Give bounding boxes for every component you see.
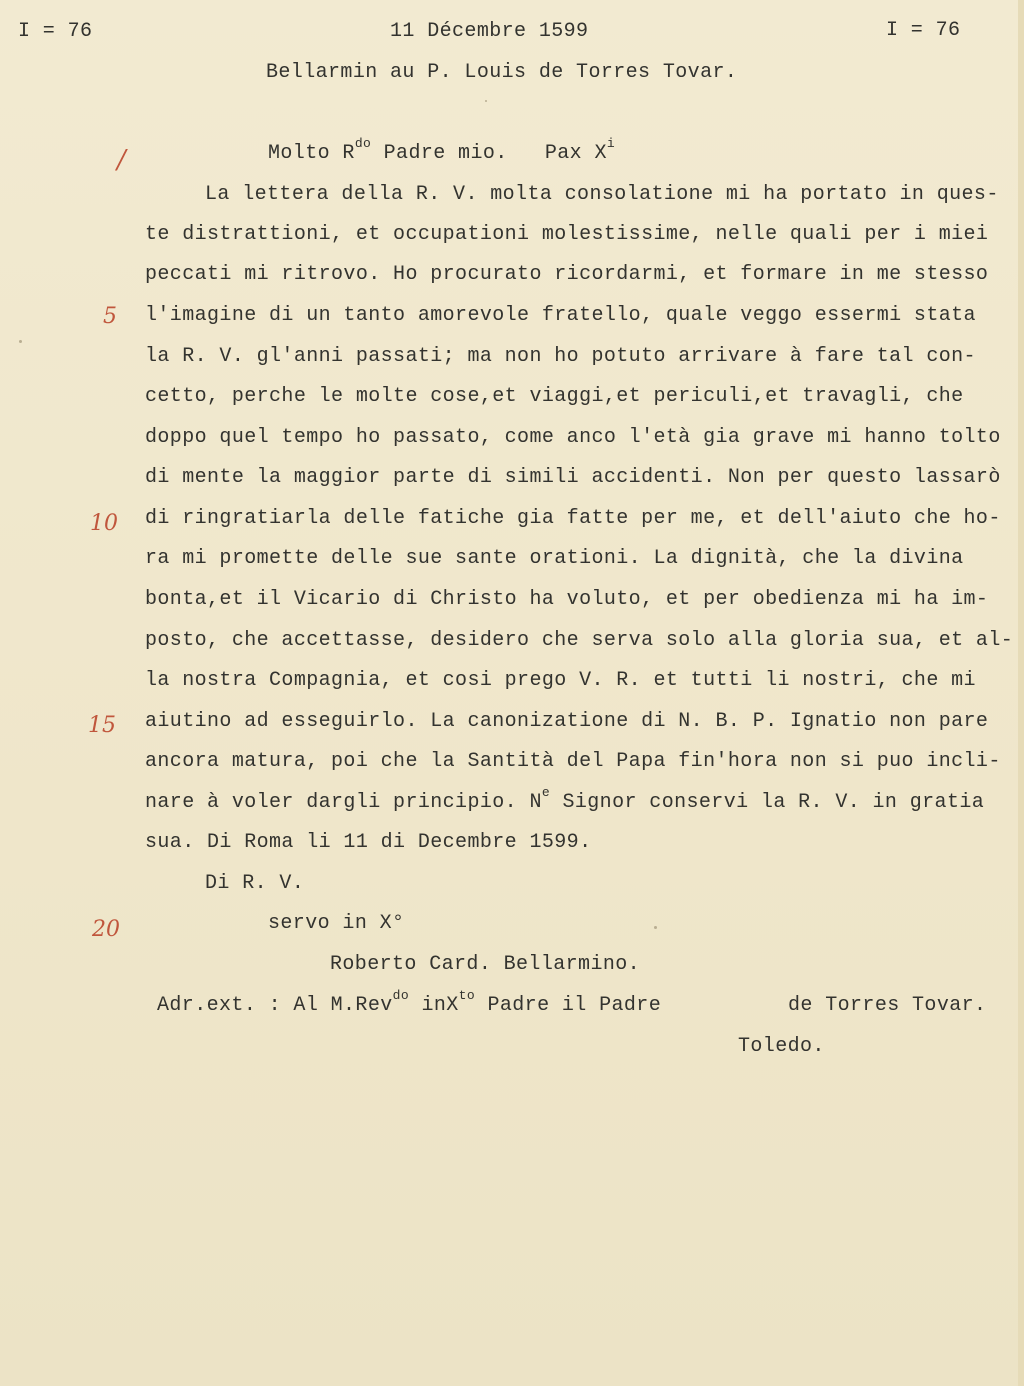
external-address: Adr.ext. : Al M.Rev$^{do}$ inX$^{to}$ Padre il Padre [157,988,662,1017]
paper-speck [654,926,657,929]
body-line: di ringratiarla delle fatiche gia fatte per me, et dell'aiuto che ho- [145,507,1001,530]
body-line: sua. Di Roma li 11 di Decembre 1599. [145,831,592,854]
paper-speck [19,340,22,343]
body-line: l'imagine di un tanto amorevole fratello, quale veggo essermi stata [145,304,976,327]
salutation: Molto $R^{do}$ Padre mio. Pax $X^i$ [268,136,616,165]
addressee-city: Toledo. [738,1035,825,1058]
signature-line: Roberto Card. Bellarmino. [330,953,641,976]
margin-mark-slash: / [117,145,126,175]
paper-edge [1018,0,1024,1386]
margin-number-5: 5 [103,304,117,329]
body-line: ra mi promette delle sue sante orationi. La dignità, che la divina [145,547,964,570]
body-line: peccati mi ritrovo. Ho procurato ricordarmi, et formare in me stesso [145,263,989,286]
body-line: La lettera della R. V. molta consolatione mi ha portato in ques- [205,183,999,206]
margin-number-20: 20 [92,917,120,942]
body-line-with-superscript: nare à voler dargli principio. $N^e$ Signor conservi la R. V. in gratia [145,785,985,814]
paper-speck [485,100,487,102]
body-line: posto, che accettasse, desidero che serva solo alla gloria sua, et al- [145,629,1014,652]
body-line: bonta,et il Vicario di Christo ha voluto, et per obedienza mi ha im- [145,588,989,611]
left-reference: I = 76 [18,20,93,43]
letter-date: 11 Décembre 1599 [390,20,589,43]
body-line: ancora matura, poi che la Santità del Papa fin'hora non si puo incli- [145,750,1001,773]
margin-number-15: 15 [88,713,116,738]
right-reference: I = 76 [886,19,961,42]
body-line: aiutino ad esseguirlo. La canonizatione di N. B. P. Ignatio non pare [145,710,989,733]
body-line: te distrattioni, et occupationi molestissime, nelle quali per i miei [145,223,989,246]
body-line: cetto, perche le molte cose,et viaggi,et periculi,et travagli, che [145,385,964,408]
body-line: di mente la maggior parte di simili accidenti. Non per questo lassarò [145,466,1001,489]
addressee-name: de Torres Tovar. [788,994,987,1017]
closing-address: Di R. V. [205,872,305,895]
margin-number-10: 10 [90,511,118,536]
body-line: la R. V. gl'anni passati; ma non ho potuto arrivare à fare tal con- [145,345,976,368]
closing-servo: servo in X° [268,912,405,935]
letter-subtitle: Bellarmin au P. Louis de Torres Tovar. [266,61,738,84]
body-line: doppo quel tempo ho passato, come anco l'età gia grave mi hanno tolto [145,426,1001,449]
body-line: la nostra Compagnia, et cosi prego V. R. et tutti li nostri, che mi [145,669,976,692]
